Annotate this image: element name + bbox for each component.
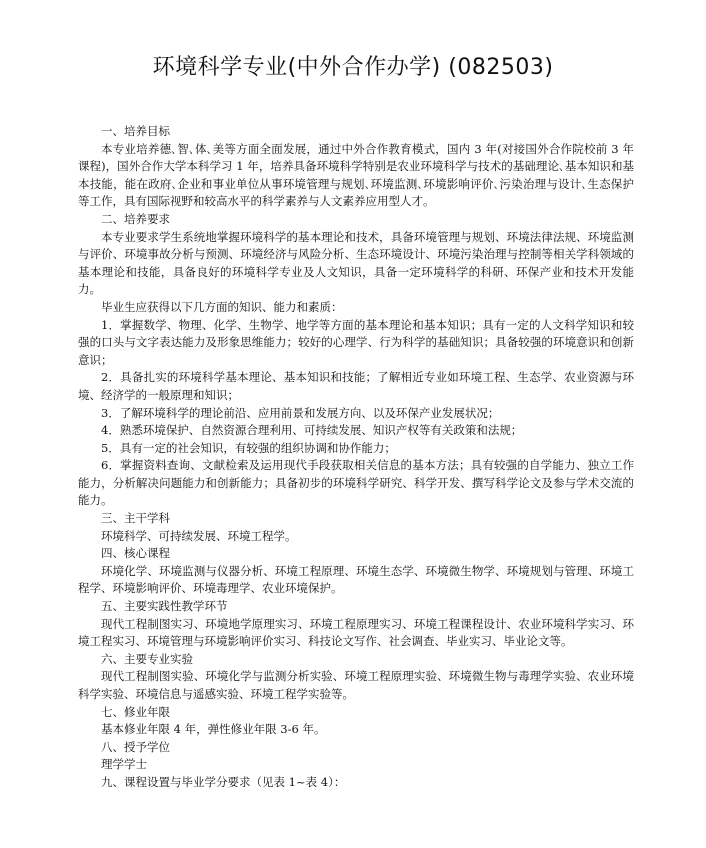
section-heading-main-disciplines: 三、主干学科 xyxy=(101,511,170,526)
requirement-item-6: 6．掌握资料查询、文献检索及运用现代手段获取相关信息的基本方法；具有较强的自学能力、独立工作能力，分析解决问题能力和创新能力；具备初步的环境科学研究、科学开发、撰写科学论文及参与学术交流的能力。 xyxy=(78,458,634,508)
section-heading-core-courses: 四、核心课程 xyxy=(101,546,170,561)
degree-paragraph: 理学学士 xyxy=(101,757,147,772)
requirement-item-5: 5．具有一定的社会知识，有较强的组织协调和协作能力； xyxy=(101,440,396,455)
requirements-paragraph: 本专业要求学生系统地掌握环境科学的基本理论和技术，具备环境管理与规划、环境法律法规、环境监测与评价、环境事故分析与预测、环境经济与风险分析、生态环境设计、环境污染治理与控制等相关学科领域的基本理论和技能，具备良好的环境科学专业及人文知识，具备一定环境科学的科研、环保产业和技术开发能力。 xyxy=(78,229,634,297)
requirements-intro: 毕业生应获得以下几方面的知识、能力和素质： xyxy=(101,299,343,314)
section-heading-objectives: 一、培养目标 xyxy=(101,124,170,138)
main-disciplines-paragraph: 环境科学、可持续发展、环境工程学。 xyxy=(101,528,297,543)
requirement-item-4: 4．熟悉环境保护、自然资源合理利用、可持续发展、知识产权等有关政策和法规； xyxy=(101,423,523,438)
section-heading-practice: 五、主要实践性教学环节 xyxy=(101,599,228,614)
section-heading-degree: 八、授予学位 xyxy=(101,739,170,754)
section-heading-curriculum: 九、课程设置与毕业学分要求（见表 1~表 4）： xyxy=(101,774,346,789)
experiments-paragraph: 现代工程制图实验、环境化学与监测分析实验、环境工程原理实验、环境微生物与毒理学实验、农业环境科学实验、环境信息与遥感实验、环境工程学实验等。 xyxy=(78,669,634,701)
section-heading-requirements: 二、培养要求 xyxy=(101,211,170,226)
document-body xyxy=(78,123,634,792)
objectives-paragraph: 本专业培养德､智､体､美等方面全面发展，通过中外合作教育模式，国内 3 年(对接国外合作院校前 3 年课程)，国外合作大学本科学习 1 年，培养具备环境科学特别是农业环境科学与技术的基础理论､基本知识和基本技能，能在政府､企业和事业单位从事环境管理与规划､环境监测､环境影响评价､污染治理与设计､生态保护等工作，具有国际视野和较高水平的科学素养与人文素养应用型人才｡ xyxy=(78,141,634,209)
requirement-item-1: 1．掌握数学、物理、化学、生物学、地学等方面的基本理论和基本知识；具有一定的人文科学知识和较强的口头与文字表达能力及形象思维能力；较好的心理学、行为科学的基础知识；具备较强的环境意识和创新意识； xyxy=(78,317,634,367)
section-heading-experiments: 六、主要专业实验 xyxy=(101,651,193,666)
practice-paragraph: 现代工程制图实习、环境地学原理实习、环境工程原理实习、环境工程课程设计、农业环境科学实习、环境工程实习、环境管理与环境影响评价实习、科技论文写作、社会调查、毕业实习、毕业论文等。 xyxy=(78,616,634,649)
duration-paragraph: 基本修业年限 4 年，弹性修业年限 3-6 年。 xyxy=(101,722,326,737)
core-courses-paragraph: 环境化学、环境监测与仪器分析、环境工程原理、环境生态学、环境微生物学、环境规划与管理、环境工程学、环境影响评价、环境毒理学、农业环境保护。 xyxy=(78,563,634,596)
requirement-item-3: 3．了解环境科学的理论前沿、应用前景和发展方向、以及环保产业发展状况； xyxy=(101,405,500,420)
requirement-item-2: 2．具备扎实的环境科学基本理论、基本知识和技能；了解相近专业如环境工程、生态学、农业资源与环境、经济学的一般原理和知识； xyxy=(78,370,634,402)
page-title: 环境科学专业(中外合作办学) (082503) xyxy=(152,55,554,80)
section-heading-duration: 七、修业年限 xyxy=(101,704,170,719)
